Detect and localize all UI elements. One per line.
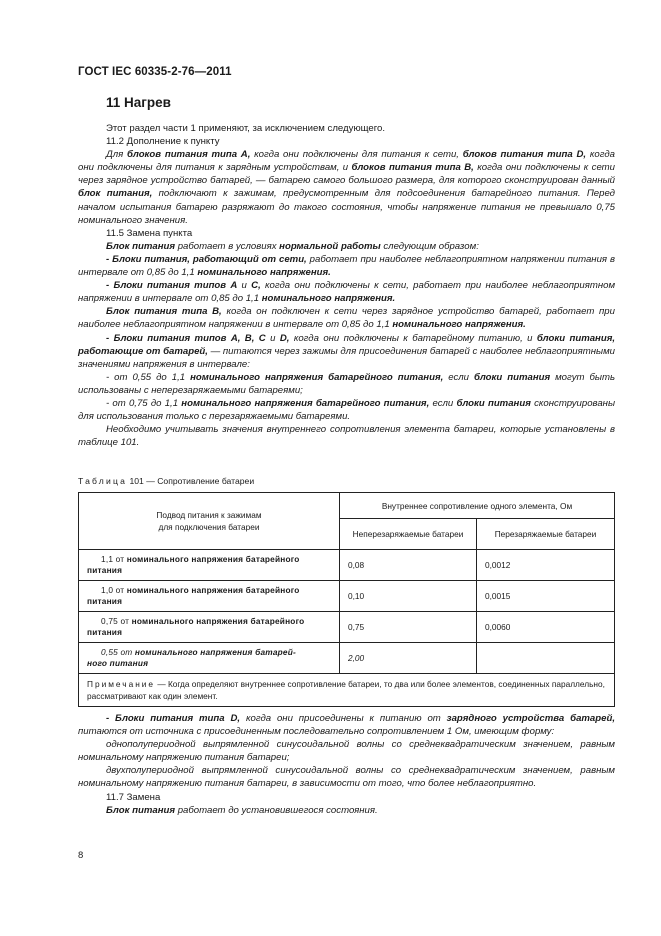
table-header-nonrechargeable: Неперезаряжаемые батареи: [340, 519, 477, 550]
intro-paragraph: Этот раздел части 1 применяют, за исключением следующего.: [106, 123, 386, 134]
table-header-left-line1: Подвод питания к зажимам: [156, 510, 262, 520]
list-item: двухполупериодной выпрямленной синусоидальной волны со среднеквадратическим значением, равным номинальному напряжению питания батареи, в зависимости от того, что более неблагоприятно.: [78, 765, 615, 790]
table-header-left-line2: для подключения батареи: [158, 522, 260, 532]
section-body: [78, 122, 615, 449]
table-row: [79, 581, 615, 612]
list-item: - от 0,75 до 1,1 номинального напряжения батарейного питания, если блоки питания сконструированы для использования только с перезаряжаемыми батареями.: [78, 397, 616, 423]
clause-11-5-closing: Необходимо учитывать значения внутреннего сопротивления элемента батареи, которые установлены в таблице 101.: [78, 424, 615, 449]
section-title: 11 Нагрев: [106, 95, 171, 110]
row-label: 1,0 от номинального напряжения батарейного питания: [79, 581, 340, 612]
section-body-continued: [78, 712, 615, 817]
table-header-top: Внутреннее сопротивление одного элемента, Ом: [340, 493, 615, 519]
page-number: 8: [78, 850, 84, 861]
clause-11-5-lead: Блок питания работает в условиях нормальной работы следующим образом:: [106, 240, 479, 252]
table-header-rechargeable: Перезаряжаемые батареи: [477, 519, 615, 550]
table-note: Примечание — Когда определяют внутреннее сопротивление батареи, то два или более элементов, соединенных параллельно, рассматривают как один элемент.: [79, 674, 615, 707]
clause-11-7-title: 11.7 Замена: [106, 791, 161, 803]
battery-resistance-table: [78, 492, 615, 707]
table-row: [79, 612, 615, 643]
table-row: [79, 643, 615, 674]
document-header: ГОСТ IEC 60335-2-76—2011: [78, 66, 232, 78]
row-value-nonrechargeable: 0,10: [340, 581, 477, 612]
row-label: 0,55 от номинального напряжения батарей- ного питания: [79, 643, 340, 674]
row-value-nonrechargeable: 0,75: [340, 612, 477, 643]
list-item: Блок питания типа В, когда он подключен к сети через зарядное устройство батарей, работает при наиболее неблагоприятном напряжении в интервале от 0,85 до 1,1 номинального напряжения.: [78, 306, 615, 331]
row-value-nonrechargeable: 2,00: [340, 643, 477, 674]
row-label: 0,75 от номинального напряжения батарейного питания: [79, 612, 340, 643]
row-label: 1,1 от номинального напряжения батарейного питания: [79, 550, 340, 581]
clause-11-2-text: Для блоков питания типа А, когда они подключены для питания к сети, блоков питания типа D, когда они подключены для питания к зарядным устройствам, и блоков питания типа В, когда они подключены к сети через зарядное устройство батарей, — батарею самого большого размера, для которого сконструирован данный блок питания, подключают к зажимам, предусмотренным для подсоединения батарейного питания. Перед началом испытания батарею разряжают до такого состояния, чтобы напряжение питания не превышало 0,75 номинального значения.: [78, 149, 615, 226]
table-header-left: [79, 493, 340, 550]
row-value-rechargeable: 0,0060: [477, 612, 615, 643]
type-d-paragraph: - Блоки питания типа D, когда они присоединены к питанию от зарядного устройства батарей, питаются от источника с присоединенным последовательно сопротивлением 1 Ом, имеющим форму:: [78, 713, 615, 738]
list-item: - Блоки питания, работающий от сети, работает при наиболее неблагоприятном напряжении питания в интервале от 0,85 до 1,1 номинального напряжения.: [78, 253, 615, 279]
list-item: однополупериодной выпрямленной синусоидальной волны со среднеквадратическим значением, равным номинальному напряжению питания батареи;: [78, 739, 615, 764]
clause-11-2-title: 11.2 Дополнение к пункту: [106, 136, 220, 148]
row-value-rechargeable: [477, 643, 615, 674]
list-item: - Блоки питания типов А и С, когда они подключены к сети, работает при наиболее неблагоприятном напряжении в интервале от 0,85 до 1,1 номинального напряжения.: [78, 280, 616, 305]
table-caption: Таблица 101 — Сопротивление батареи: [78, 476, 255, 486]
table-row: [79, 550, 615, 581]
list-item: - от 0,55 до 1,1 номинального напряжения батарейного питания, если блоки питания могут быть использованы с неперезаряжаемыми батареями;: [78, 371, 616, 396]
row-value-rechargeable: 0,0012: [477, 550, 615, 581]
row-value-nonrechargeable: 0,08: [340, 550, 477, 581]
clause-11-7-text: Блок питания работает до установившегося состояния.: [106, 804, 378, 816]
list-item: - Блоки питания типов А, В, С и D, когда они подключены к батарейному питанию, и блоки питания, работающие от батарей, — питаются через зажимы для присоединения батарей с наиболее неблагоприятными значениями напряжения в интервале:: [78, 332, 616, 370]
row-value-rechargeable: 0,0015: [477, 581, 615, 612]
clause-11-5-title: 11.5 Замена пункта: [106, 227, 193, 239]
